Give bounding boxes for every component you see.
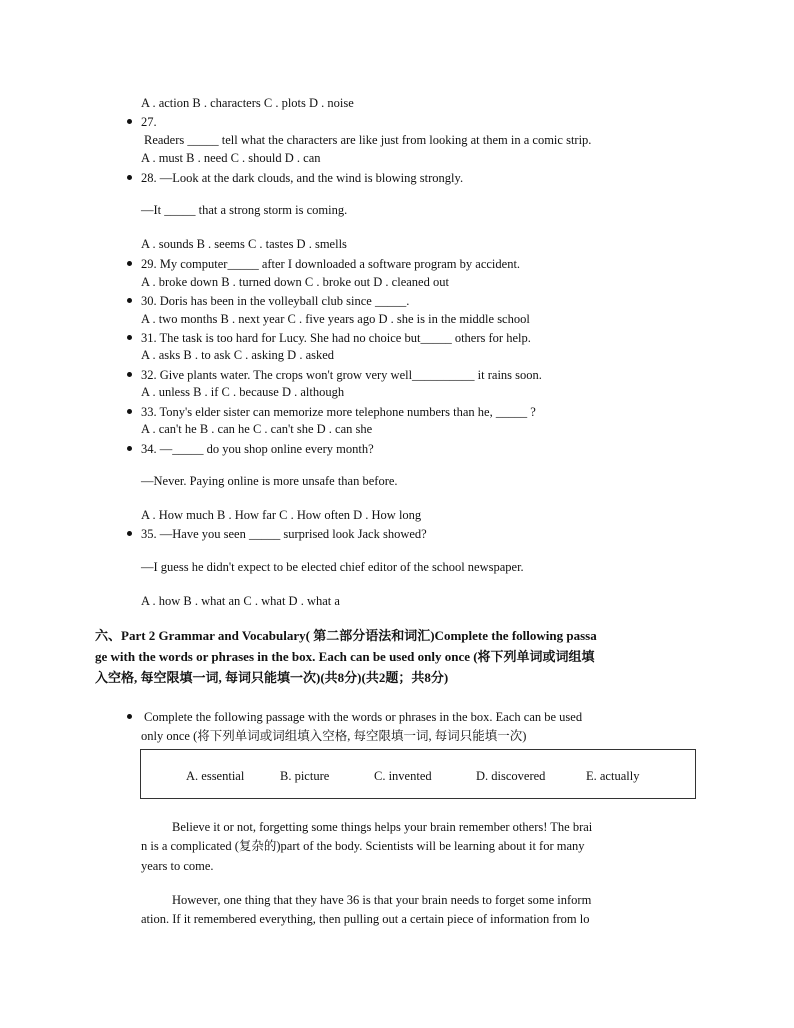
- q26-options: A . action B . characters C . plots D . noise: [141, 96, 354, 110]
- bullet-icon: [127, 261, 132, 266]
- instruction-line: only once (将下列单词或词组填入空格, 每空限填一词, 每词只能填一次): [141, 729, 527, 743]
- section-heading-line: ge with the words or phrases in the box. Each can be used only once (将下列单词或词组填: [95, 649, 595, 664]
- passage-line: years to come.: [141, 859, 214, 873]
- q31-options: A . asks B . to ask C . asking D . asked: [141, 348, 335, 362]
- bullet-icon: [127, 372, 132, 377]
- word-option: A. essential: [186, 769, 245, 783]
- section-heading-line: 六、Part 2 Grammar and Vocabulary( 第二部分语法和词汇)Complete the following passa: [95, 628, 597, 643]
- bullet-icon: [127, 175, 132, 180]
- q29-stem: 29. My computer_____ after I downloaded a software program by accident.: [141, 257, 521, 271]
- passage-line: ation. If it remembered everything, then pulling out a certain piece of information from lo: [141, 912, 590, 926]
- q27-stem: Readers _____ tell what the characters are like just from looking at them in a comic strip.: [144, 133, 592, 147]
- q27-number: 27.: [141, 115, 157, 129]
- q31-stem: 31. The task is too hard for Lucy. She had no choice but_____ others for help.: [141, 331, 531, 345]
- q35-stem: 35. —Have you seen _____ surprised look Jack showed?: [141, 527, 427, 541]
- bullet-icon: [127, 335, 132, 340]
- q30-options: A . two months B . next year C . five years ago D . she is in the middle school: [141, 312, 530, 326]
- q27-options: A . must B . need C . should D . can: [141, 151, 321, 165]
- word-option: B. picture: [280, 769, 330, 783]
- passage-line: n is a complicated (复杂的)part of the body. Scientists will be learning about it for many: [141, 839, 585, 853]
- word-option: E. actually: [586, 769, 640, 783]
- q35-options: A . how B . what an C . what D . what a: [141, 594, 340, 608]
- passage-line: However, one thing that they have 36 is that your brain needs to forget some inform: [172, 893, 592, 907]
- q34-options: A . How much B . How far C . How often D . How long: [141, 508, 422, 522]
- word-option: C. invented: [374, 769, 432, 783]
- q34-stem: 34. —_____ do you shop online every month?: [141, 442, 374, 456]
- word-option: D. discovered: [476, 769, 546, 783]
- q30-stem: 30. Doris has been in the volleyball club since _____.: [141, 294, 410, 308]
- q32-stem: 32. Give plants water. The crops won't grow very well__________ it rains soon.: [141, 368, 542, 382]
- bullet-icon: [127, 531, 132, 536]
- bullet-icon: [127, 714, 132, 719]
- q29-options: A . broke down B . turned down C . broke out D . cleaned out: [141, 275, 449, 289]
- q33-options: A . can't he B . can he C . can't she D . can she: [141, 422, 373, 436]
- bullet-icon: [127, 298, 132, 303]
- instruction-line: Complete the following passage with the words or phrases in the box. Each can be used: [144, 710, 583, 724]
- q28-stem: 28. —Look at the dark clouds, and the wind is blowing strongly.: [141, 171, 464, 185]
- q32-options: A . unless B . if C . because D . although: [141, 385, 345, 399]
- bullet-icon: [127, 119, 132, 124]
- word-box: [140, 749, 696, 799]
- q35-reply: —I guess he didn't expect to be elected chief editor of the school newspaper.: [141, 560, 524, 574]
- q34-reply: —Never. Paying online is more unsafe than before.: [141, 474, 398, 488]
- bullet-icon: [127, 446, 132, 451]
- section-heading: [95, 625, 700, 688]
- q33-stem: 33. Tony's elder sister can memorize more telephone numbers than he, _____ ?: [141, 405, 536, 419]
- q28-reply: —It _____ that a strong storm is coming.: [141, 203, 348, 217]
- q28-options: A . sounds B . seems C . tastes D . smells: [141, 237, 347, 251]
- bullet-icon: [127, 409, 132, 414]
- passage-line: Believe it or not, forgetting some things helps your brain remember others! The brai: [172, 820, 593, 834]
- section-heading-line: 入空格, 每空限填一词, 每词只能填一次)(共8分)(共2题；共8分): [95, 670, 449, 685]
